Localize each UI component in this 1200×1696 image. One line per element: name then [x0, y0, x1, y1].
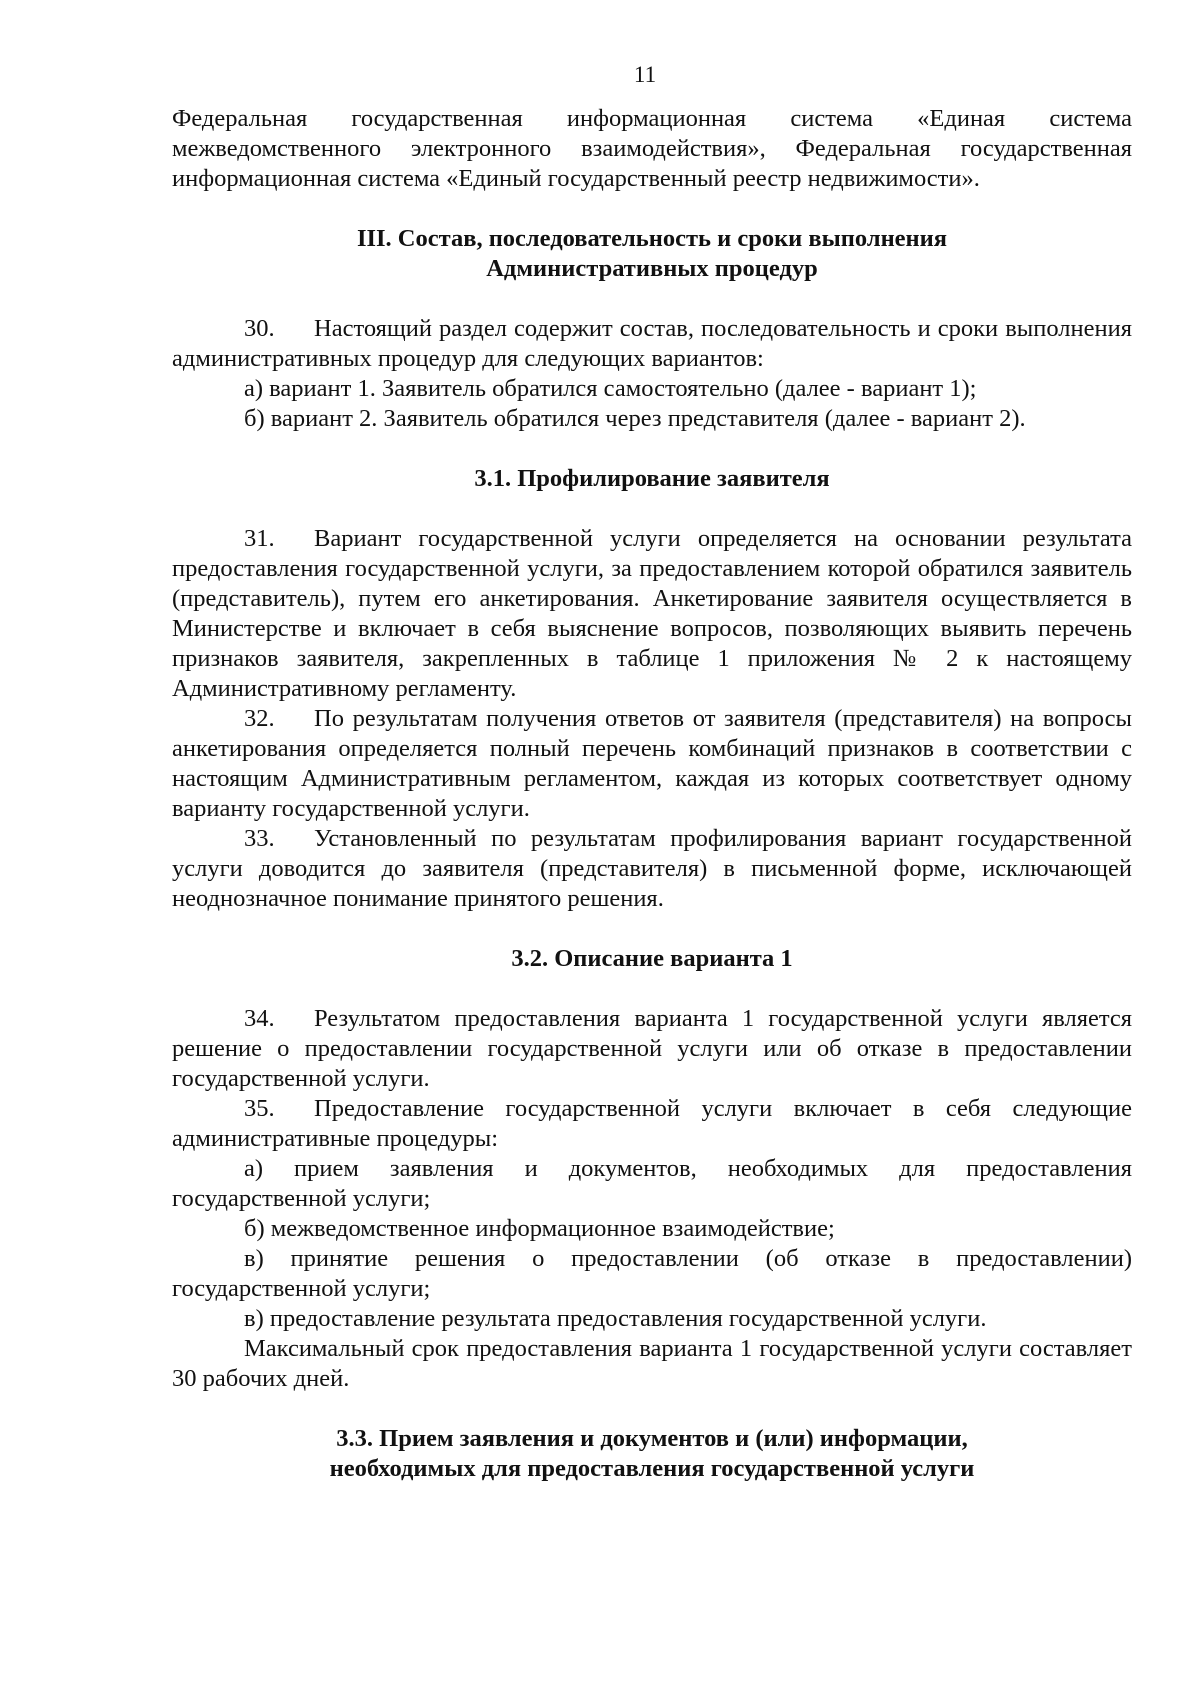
- section-3-heading-line1: III. Состав, последовательность и сроки выполнения: [356, 225, 948, 252]
- paragraph-31-text: Вариант государственной услуги определяется на основании результата предоставления государственной услуги, за предоставлением которой обратился заявитель (представитель), путем его анкетирования. Анкетирование заявителя осуществляется в Министерстве и включает в себя выяснение вопросов, позволяющих выявить перечень признаков заявителя, закрепленных в таблице 1 приложения № 2 к настоящему Административному регламенту.: [172, 525, 1132, 702]
- paragraph-33-number: 33.: [244, 825, 275, 852]
- paragraph-30: [172, 314, 1132, 374]
- paragraph-30-item-b: б) вариант 2. Заявитель обратился через представителя (далее - вариант 2).: [244, 405, 1026, 432]
- paragraph-35-max-term: Максимальный срок предоставления варианта 1 государственной услуги составляет 30 рабочих дней.: [172, 1335, 1132, 1392]
- paragraph-35: [172, 1094, 1132, 1154]
- paragraph-33: [172, 824, 1132, 914]
- section-3-heading-line2: Административных процедур: [486, 255, 818, 282]
- paragraph-30-number: 30.: [244, 315, 275, 342]
- page-number: 11: [633, 62, 657, 87]
- section-3-3-heading-line1: 3.3. Прием заявления и документов и (или) информации,: [336, 1425, 968, 1452]
- paragraph-32-text: По результатам получения ответов от заявителя (представителя) на вопросы анкетирования определяется полный перечень комбинаций признаков в соответствии с настоящим Административным регламентом, каждая из которых соответствует одному варианту государственной услуги.: [172, 705, 1132, 822]
- paragraph-34-text: Результатом предоставления варианта 1 государственной услуги является решение о предоставлении государственной услуги или об отказе в предоставлении государственной услуги.: [172, 1005, 1132, 1092]
- section-3-1-heading: 3.1. Профилирование заявителя: [474, 465, 830, 492]
- paragraph-35-item-c: в) принятие решения о предоставлении (об отказе в предоставлении) государственной услуги;: [172, 1245, 1132, 1302]
- paragraph-35-item-d: в) предоставление результата предоставления государственной услуги.: [244, 1305, 987, 1332]
- paragraph-30-item-a: а) вариант 1. Заявитель обратился самостоятельно (далее - вариант 1);: [244, 375, 977, 402]
- section-3-2-heading: 3.2. Описание варианта 1: [511, 945, 793, 972]
- paragraph-30-text: Настоящий раздел содержит состав, последовательность и сроки выполнения административных процедур для следующих вариантов:: [172, 315, 1132, 372]
- paragraph-32: [172, 704, 1132, 824]
- paragraph-35-item-b: б) межведомственное информационное взаимодействие;: [244, 1215, 835, 1242]
- paragraph-34-number: 34.: [244, 1005, 275, 1032]
- paragraph-35-item-a: а) прием заявления и документов, необходимых для предоставления государственной услуги;: [172, 1155, 1132, 1212]
- paragraph-31: [172, 524, 1132, 704]
- paragraph-33-text: Установленный по результатам профилирования вариант государственной услуги доводится до заявителя (представителя) в письменной форме, исключающей неоднозначное понимание принятого решения.: [172, 825, 1132, 912]
- paragraph-32-number: 32.: [244, 705, 275, 732]
- page-content: [172, 104, 1132, 1484]
- section-3-3-heading-line2: необходимых для предоставления государственной услуги: [329, 1455, 975, 1482]
- paragraph-35-text: Предоставление государственной услуги включает в себя следующие административные процедуры:: [172, 1095, 1132, 1152]
- paragraph-34: [172, 1004, 1132, 1094]
- intro-paragraph: Федеральная государственная информационная система «Единая система межведомственного электронного взаимодействия», Федеральная государственная информационная система «Единый государственный реестр недвижимости».: [172, 105, 1132, 192]
- paragraph-35-number: 35.: [244, 1095, 275, 1122]
- paragraph-31-number: 31.: [244, 525, 275, 552]
